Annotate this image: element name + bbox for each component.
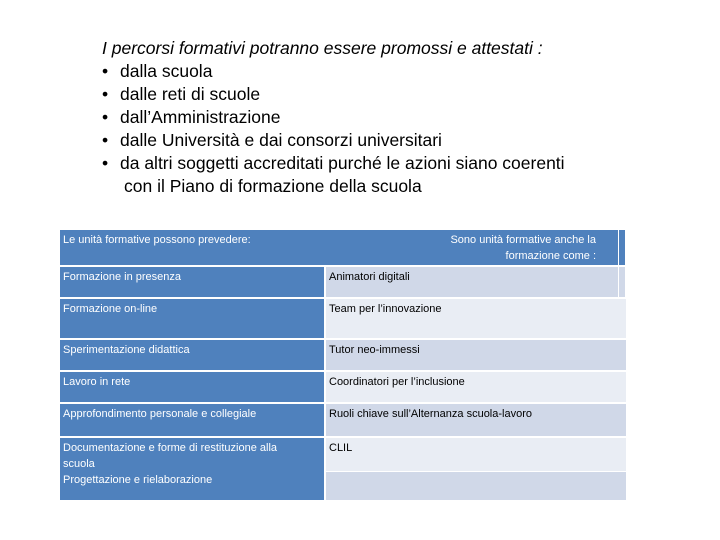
bullet-icon: • <box>102 61 109 81</box>
table-cell-left: Lavoro in rete <box>60 372 324 402</box>
table-cell-right: CLIL <box>326 438 626 471</box>
list-item-text: dall’Amministrazione <box>120 107 281 127</box>
list-item <box>102 106 622 129</box>
intro-continuation: con il Piano di formazione della scuola <box>124 176 422 196</box>
list-item-text: dalla scuola <box>120 61 213 81</box>
table-cell-line: Progettazione e rielaborazione <box>63 474 213 486</box>
bullet-icon: • <box>102 130 109 150</box>
table-header-right-line1: Sono unità formative anche la <box>450 234 596 246</box>
table-cell-right: Animatori digitali <box>326 267 618 297</box>
table-cell-left: Formazione on-line <box>60 299 324 338</box>
bullet-icon: • <box>102 84 109 104</box>
table-cell-left: Approfondimento personale e collegiale <box>60 404 324 436</box>
intro-text <box>102 37 622 198</box>
bullet-list <box>102 60 622 175</box>
list-item-text: dalle Università e dai consorzi universitari <box>120 130 442 150</box>
list-item <box>102 129 622 152</box>
training-units-table <box>60 230 626 500</box>
list-item <box>102 60 622 83</box>
table-cell-line: scuola <box>63 458 95 470</box>
list-item <box>102 83 622 106</box>
table-edge-cell <box>619 230 625 265</box>
table-cell-empty <box>326 472 626 500</box>
bullet-icon: • <box>102 107 109 127</box>
table-cell-right: Ruoli chiave sull’Alternanza scuola-lavoro <box>326 404 626 436</box>
list-item-text: da altri soggetti accreditati purché le azioni siano coerenti <box>120 153 565 173</box>
bullet-icon: • <box>102 153 109 173</box>
table-cell-right: Coordinatori per l’inclusione <box>326 372 626 402</box>
table-cell-right: Team per l’innovazione <box>326 299 626 338</box>
list-item-text: dalle reti di scuole <box>120 84 261 104</box>
list-item <box>102 152 622 175</box>
table-cell-right: Tutor neo-immessi <box>326 340 626 370</box>
table-cell-left <box>60 438 324 500</box>
table-cell-line: Documentazione e forme di restituzione alla <box>63 442 278 454</box>
table-edge-cell <box>618 267 626 297</box>
table-header-left: Le unità formative possono prevedere: <box>60 230 324 265</box>
table-cell-left: Formazione in presenza <box>60 267 324 297</box>
table-cell-left: Sperimentazione didattica <box>60 340 324 370</box>
intro-heading: I percorsi formativi potranno essere promossi e attestati : <box>102 38 543 58</box>
table-header-right <box>324 230 626 265</box>
table-header-right-line2: formazione come : <box>505 250 596 262</box>
